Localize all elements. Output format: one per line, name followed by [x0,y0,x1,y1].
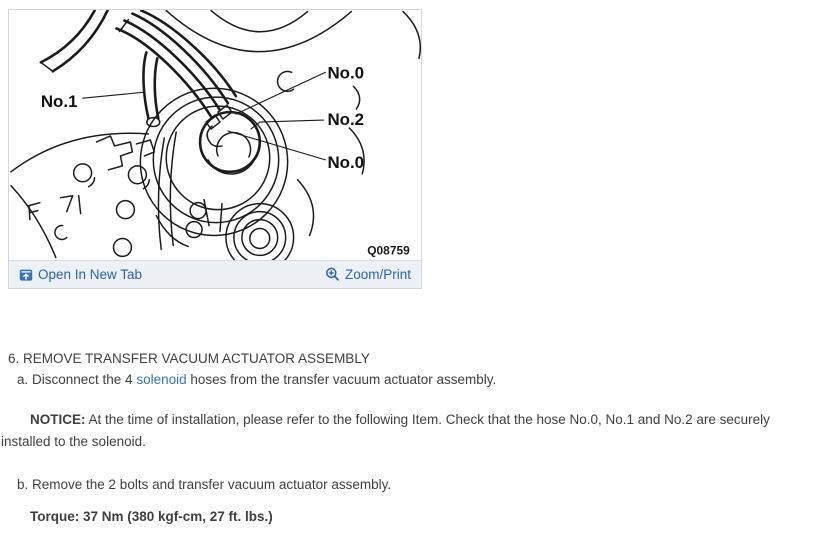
figure-panel [8,9,422,289]
hose-label-no0-top: No.0 [327,63,365,83]
notice-text: At the time of installation, please refer to the following Item. Check that the hose No.0, No.1 and No.2 are securely installed to the solenoid. [1,412,770,449]
open-in-new-tab-icon [19,268,33,282]
zoom-print-label: Zoom/Print [344,267,411,282]
notice-paragraph [1,409,807,453]
torque-spec: Torque: 37 Nm (380 kgf-cm, 27 ft. lbs.) [30,509,273,524]
hose-label-no0-bottom: No.0 [327,152,365,172]
leader-no0-top [236,72,326,114]
hose-label-no2: No.2 [327,110,365,130]
figure-part-code: Q08759 [367,243,410,258]
notice-label: NOTICE: [30,412,86,427]
step6a-text [17,369,496,391]
figure-toolbar [9,260,421,288]
figure-image [9,10,421,260]
hose-label-no1: No.1 [40,92,78,112]
step6a-prefix: a. Disconnect the 4 [17,372,137,387]
vacuum-actuator-diagram [9,10,421,260]
open-in-new-tab-link[interactable] [19,267,142,282]
open-in-new-tab-label: Open In New Tab [38,267,143,282]
leader-no2 [251,120,324,129]
step6b-text: b. Remove the 2 bolts and transfer vacuum actuator assembly. [17,477,392,492]
solenoid-link[interactable]: solenoid [136,372,187,387]
leader-no0-bottom [228,131,326,160]
zoom-print-link[interactable] [325,267,411,282]
step6-title: 6. REMOVE TRANSFER VACUUM ACTUATOR ASSEMBLY [8,351,370,366]
magnifier-plus-icon [325,267,340,282]
step6a-suffix: hoses from the transfer vacuum actuator assembly. [186,372,497,387]
leader-no1 [83,92,145,98]
